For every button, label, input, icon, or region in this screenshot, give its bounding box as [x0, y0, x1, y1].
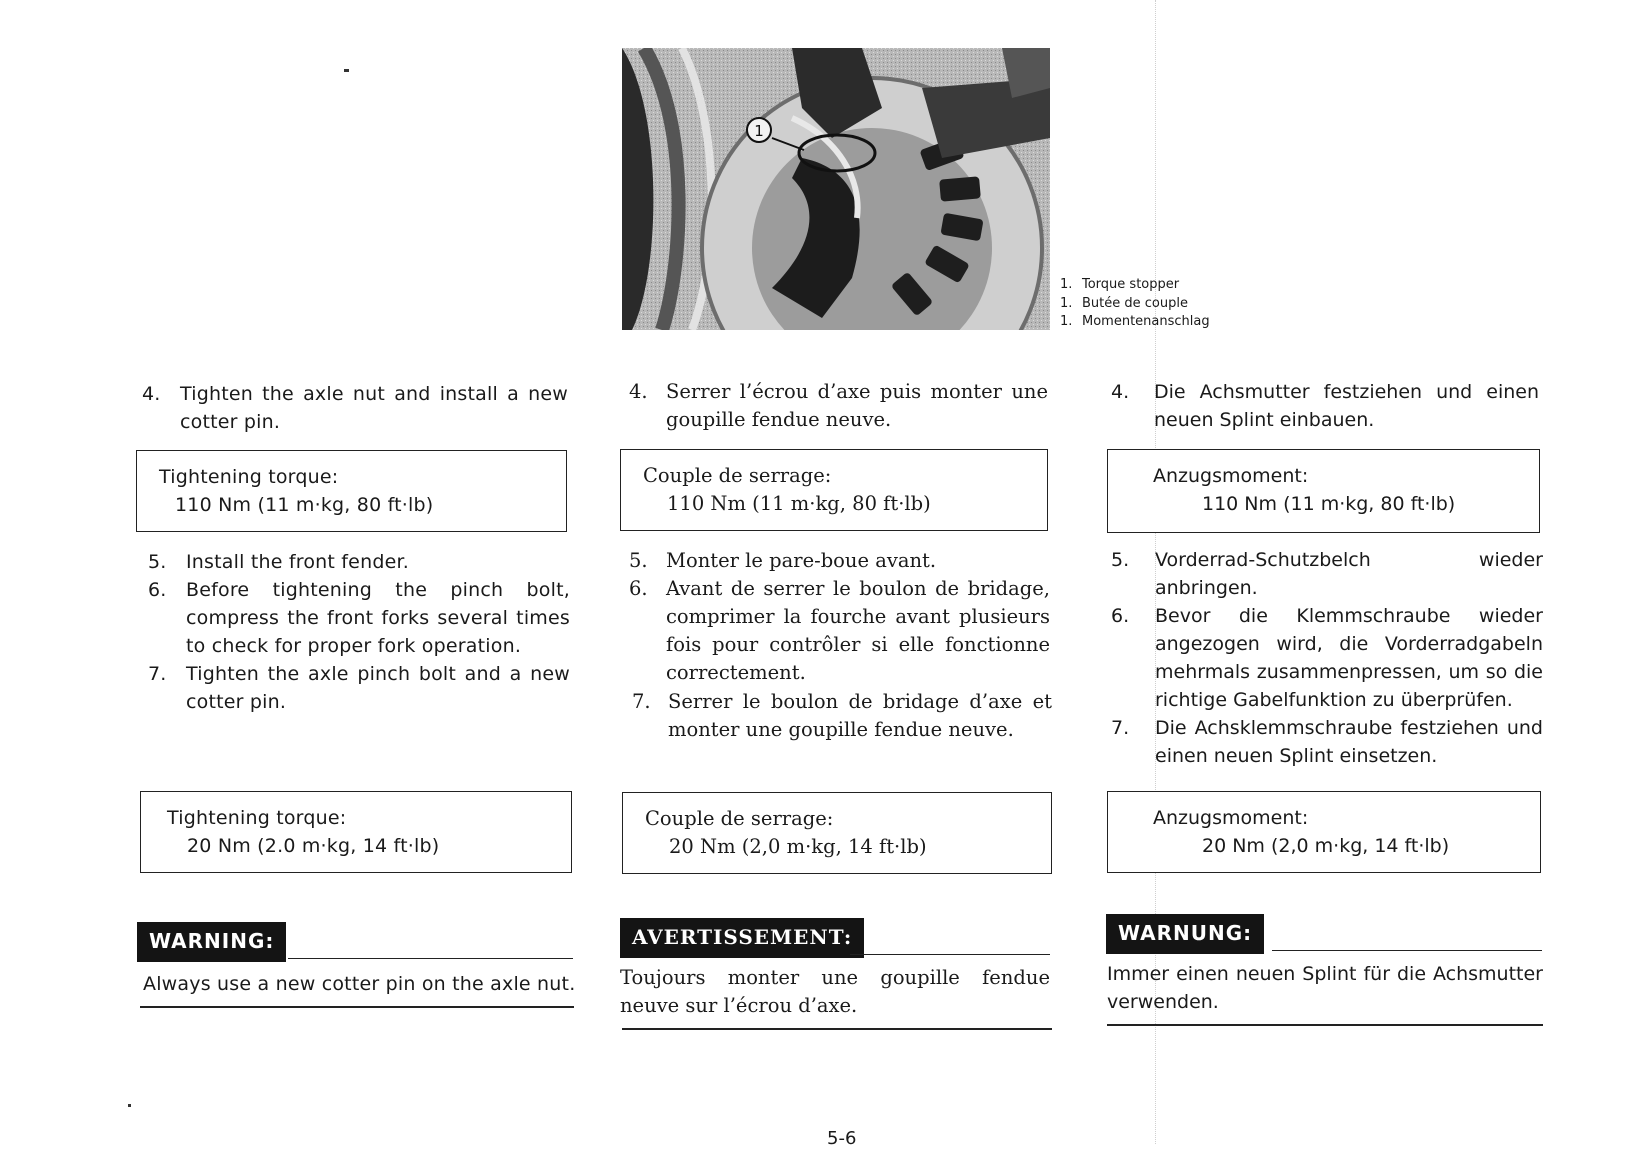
- torque-spec-box: [620, 449, 1048, 531]
- warning-badge: WARNING:: [137, 922, 286, 962]
- torque-spec-box: [622, 792, 1052, 874]
- torque-value: 20 Nm (2.0 m·kg, 14 ft·lb): [187, 835, 440, 857]
- step-4: [1107, 378, 1539, 434]
- warning-rule: [850, 954, 1050, 955]
- step-number: 6.: [148, 579, 167, 601]
- step-number: 4.: [142, 383, 161, 405]
- warning-badge: AVERTISSEMENT:: [620, 918, 864, 958]
- warning-rule: [1272, 950, 1542, 951]
- warning-rule: [288, 958, 573, 959]
- step-7: [1107, 714, 1543, 770]
- step-number: 4.: [1111, 381, 1130, 403]
- step-text: Die Achsklemmschraube festziehen und einen neuen Splint einsetzen.: [1155, 717, 1543, 767]
- step-text: Tighten the axle nut and install a new cotter pin.: [180, 383, 568, 433]
- torque-label: Tightening torque:: [159, 466, 339, 488]
- warning-badge: WARNUNG:: [1106, 914, 1264, 954]
- callout-english: 1. Torque stopper: [1060, 277, 1180, 292]
- step-number: 5.: [148, 551, 167, 573]
- torque-value: 20 Nm (2,0 m·kg, 14 ft·lb): [1202, 835, 1450, 857]
- torque-label: Tightening torque:: [167, 807, 347, 829]
- warning-end-rule: [1107, 1024, 1543, 1026]
- warning-end-rule: [622, 1028, 1052, 1030]
- torque-stopper-photo: [622, 48, 1050, 330]
- page-number: 5-6: [827, 1128, 857, 1149]
- step-4: [620, 378, 1048, 434]
- step-number: 5.: [629, 549, 648, 572]
- torque-value: 20 Nm (2,0 m·kg, 14 ft·lb): [669, 835, 927, 858]
- step-6: [620, 575, 1050, 687]
- step-number: 7.: [148, 663, 167, 685]
- step-number: 5.: [1111, 549, 1130, 571]
- callout-german: 1. Momentenanschlag: [1060, 314, 1210, 329]
- torque-value: 110 Nm (11 m·kg, 80 ft·lb): [1202, 493, 1456, 515]
- step-number: 7.: [632, 690, 651, 713]
- warning-text: Always use a new cotter pin on the axle nut.: [143, 973, 576, 995]
- step-6: [138, 576, 570, 660]
- figure-callouts: [1060, 276, 1210, 332]
- torque-label: Anzugsmoment:: [1153, 465, 1309, 487]
- step-number: 6.: [1111, 605, 1130, 627]
- step-4: [138, 380, 568, 436]
- callout-french: 1. Butée de couple: [1060, 295, 1188, 311]
- step-7: [620, 688, 1052, 744]
- step-text: Bevor die Klemmschraube wieder angezogen wird, die Vorderradgabeln mehrmals zusammenpressen, um so die richtige Gabelfunktion zu überprüfen.: [1155, 605, 1543, 711]
- step-text: Monter le pare-boue avant.: [666, 549, 937, 572]
- step-5: [138, 548, 568, 576]
- torque-spec-box: [140, 791, 572, 873]
- torque-value: 110 Nm (11 m·kg, 80 ft·lb): [175, 494, 434, 516]
- step-text: Avant de serrer le boulon de bridage, comprimer la fourche avant plusieurs fois pour contrôler si elle fonctionne correctement.: [666, 577, 1050, 684]
- torque-label: Couple de serrage:: [643, 464, 832, 487]
- step-text: Die Achsmutter festziehen und einen neuen Splint einbauen.: [1154, 381, 1539, 431]
- step-number: 4.: [629, 380, 648, 403]
- torque-spec-box: [136, 450, 567, 532]
- torque-label: Anzugsmoment:: [1153, 807, 1309, 829]
- step-text: Before tightening the pinch bolt, compress the front forks several times to check for proper fork operation.: [186, 579, 570, 657]
- step-text: Vorderrad-Schutzbelch wieder anbringen.: [1155, 549, 1543, 599]
- step-text: Serrer le boulon de bridage d’axe et monter une goupille fendue neuve.: [668, 690, 1052, 741]
- warning-text: Immer einen neuen Splint für die Achsmutter verwenden.: [1107, 963, 1543, 1013]
- step-text: Tighten the axle pinch bolt and a new cotter pin.: [186, 663, 570, 713]
- warning-end-rule: [140, 1006, 574, 1008]
- scan-speck: [344, 69, 349, 72]
- figure-marker: 1: [754, 122, 764, 140]
- torque-label: Couple de serrage:: [645, 807, 834, 830]
- step-7: [138, 660, 570, 716]
- step-text: Serrer l’écrou d’axe puis monter une goupille fendue neuve.: [666, 380, 1048, 431]
- step-5: [620, 547, 1050, 575]
- step-number: 7.: [1111, 717, 1130, 739]
- warning-text: Toujours monter une goupille fendue neuve sur l’écrou d’axe.: [620, 966, 1050, 1017]
- step-6: [1107, 602, 1543, 714]
- photo-illustration: [622, 48, 1050, 330]
- step-5: [1107, 546, 1543, 602]
- torque-value: 110 Nm (11 m·kg, 80 ft·lb): [667, 492, 931, 515]
- step-number: 6.: [629, 577, 648, 600]
- torque-spec-box: [1107, 449, 1540, 533]
- scan-speck: [128, 1104, 131, 1107]
- step-text: Install the front fender.: [186, 551, 409, 573]
- torque-spec-box: [1107, 791, 1541, 873]
